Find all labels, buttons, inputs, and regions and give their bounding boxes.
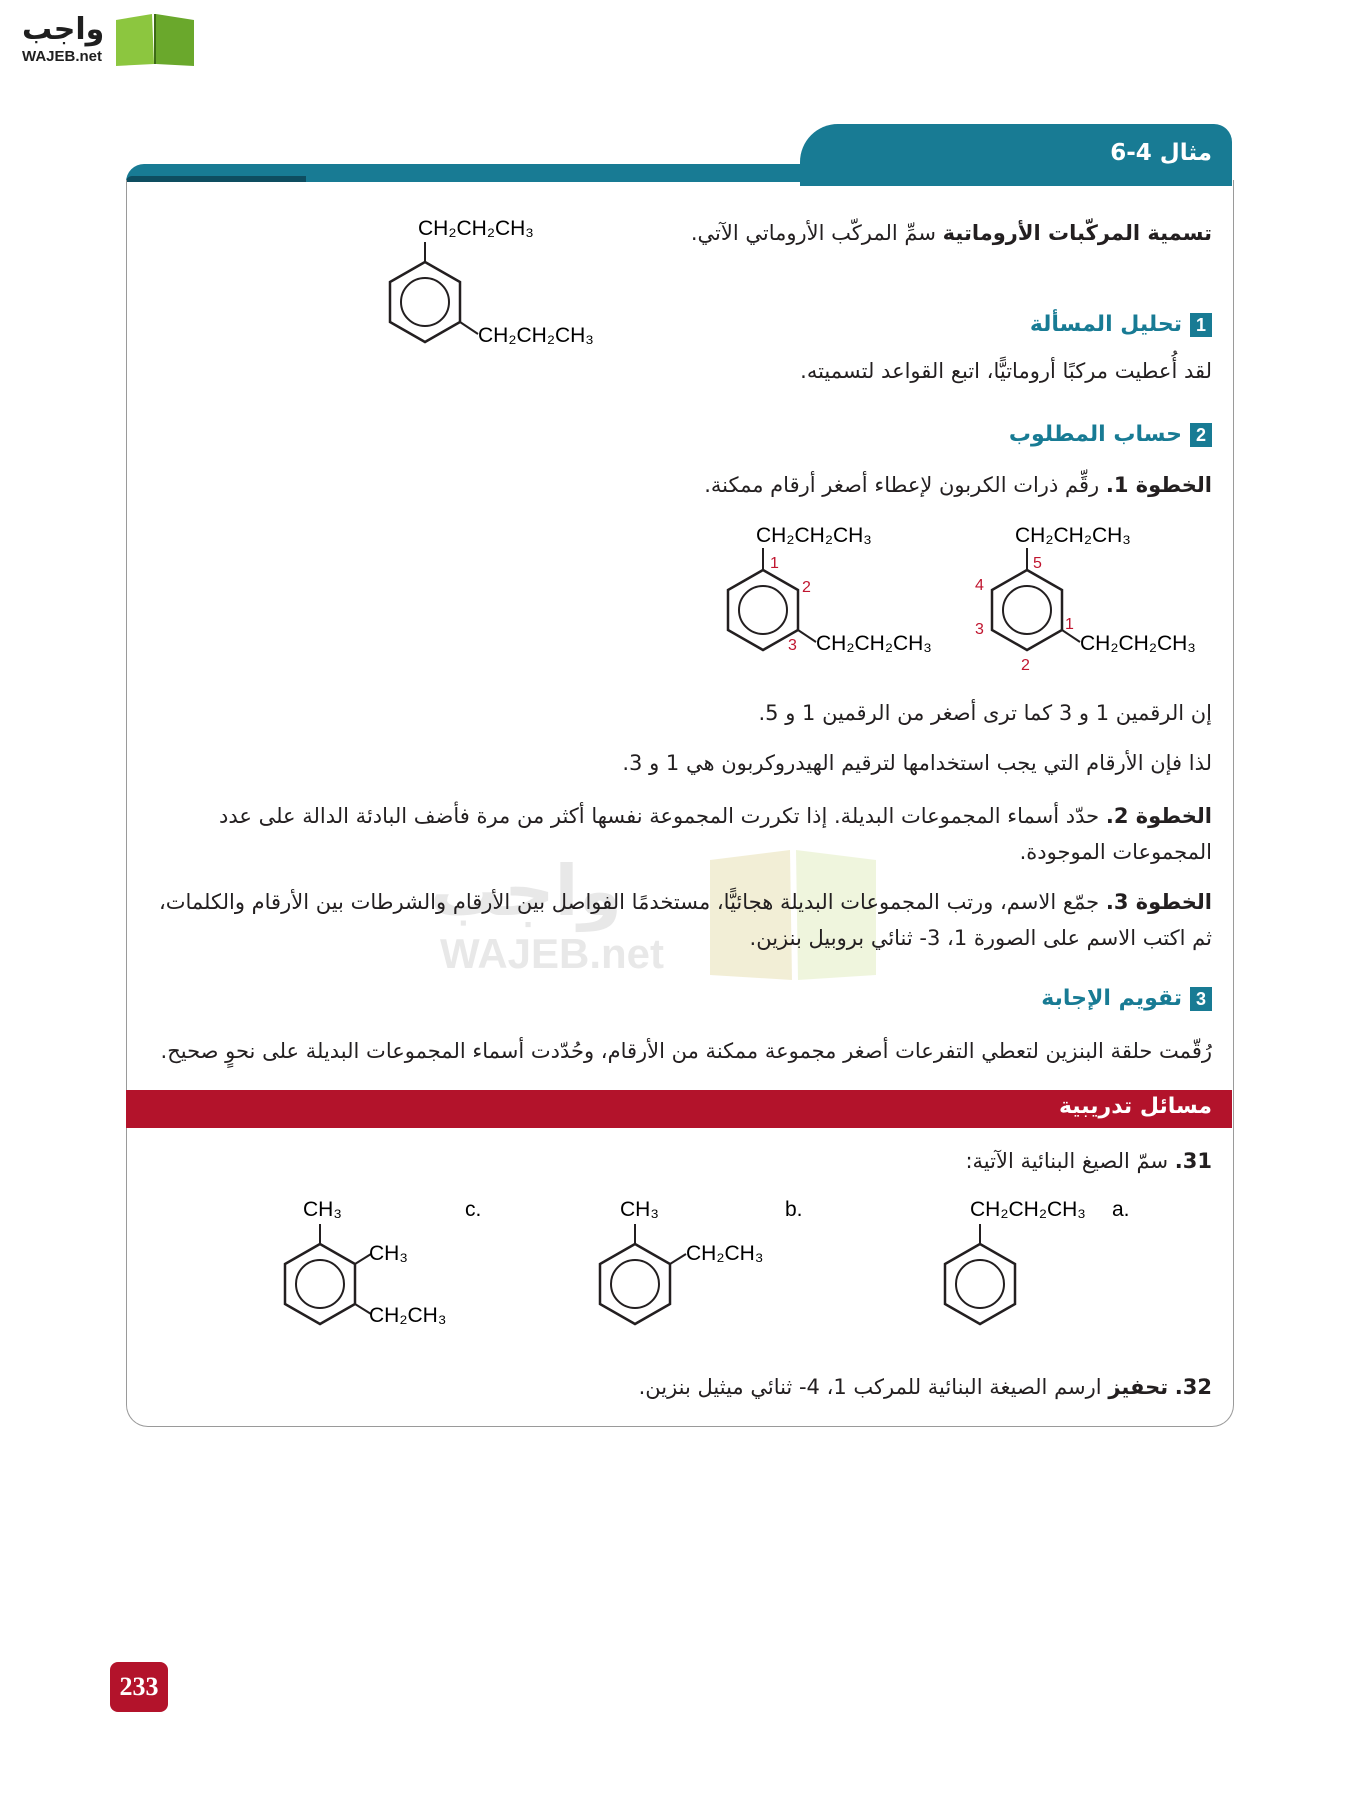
question-32-label: تحفيز (1108, 1375, 1169, 1399)
structure-c-sub3: CH₂CH₃ (369, 1304, 447, 1327)
section-2-title: حساب المطلوب (1008, 422, 1182, 447)
structure-b-sub1: CH₃ (620, 1198, 659, 1221)
structure-a (930, 1186, 1160, 1346)
section-3-heading (1041, 986, 1212, 1011)
compare-line-1: إن الرقمين 1 و 3 كما ترى أصغر من الرقمين 1 و 5. (758, 701, 1212, 725)
example-title: مثال 4-6 (1110, 140, 1212, 166)
question-31-text: سمّ الصيغ البنائية الآتية: (965, 1149, 1169, 1173)
section-1-number: 1 (1190, 313, 1212, 337)
compare-line-2: لذا فإن الأرقام التي يجب استخدامها لترقيم الهيدروكربون هي 1 و 3. (622, 751, 1212, 775)
logo-arabic-text: واجب (22, 12, 105, 47)
section-1-heading (1030, 312, 1212, 337)
practice-title: مسائل تدريبية (1058, 1094, 1212, 1119)
question-31 (612, 1146, 1212, 1176)
section-1-title: تحليل المسألة (1029, 312, 1182, 337)
step-1-line (512, 470, 1212, 500)
wajeb-logo[interactable] (10, 4, 190, 70)
section-3-text: رُقّمت حلقة البنزين لتعطي التفرعات أصغر مجموعة ممكنة من الأرقام، وحُدّدت أسماء المجموعات البديلة على نحوٍ صحيح. (160, 1039, 1212, 1063)
watermark-arabic: واجب (430, 850, 623, 932)
intro-line (652, 218, 1212, 248)
logo-latin-text: WAJEB.net (22, 48, 103, 65)
question-32 (412, 1372, 1212, 1402)
structure-c (265, 1186, 505, 1346)
left-num-2: 2 (802, 579, 811, 596)
main-structure (370, 210, 630, 360)
numbered-structure-right (965, 518, 1215, 678)
structure-b-sub2: CH₂CH₃ (686, 1242, 764, 1265)
section-2-heading (1009, 422, 1212, 447)
structure-a-sub1: CH₂CH₂CH₃ (970, 1198, 1086, 1221)
right-num-3: 3 (975, 621, 984, 638)
section-3-title: تقويم الإجابة (1041, 986, 1182, 1011)
right-sub-right: CH₂CH₂CH₃ (1080, 632, 1196, 655)
step-2-paragraph (142, 798, 1212, 870)
question-31-number: 31. (1174, 1149, 1212, 1173)
structure-b-label: b. (785, 1198, 803, 1221)
numbered-structure-left (720, 518, 960, 668)
step-3-label: الخطوة 3. (1105, 890, 1212, 914)
question-32-number: 32. (1174, 1375, 1212, 1399)
right-num-4: 4 (975, 577, 984, 594)
intro-label: تسمية المركّبات الأروماتية (942, 221, 1212, 245)
intro-text: سمِّ المركّب الأروماتي الآتي. (690, 221, 936, 245)
step-1-text: رقِّم ذرات الكربون لإعطاء أصغر أرقام ممكنة. (704, 473, 1100, 497)
page-number: 233 (110, 1662, 168, 1712)
step-1-label: الخطوة 1. (1105, 473, 1212, 497)
right-num-1: 1 (1065, 616, 1074, 633)
right-num-2: 2 (1021, 657, 1030, 674)
structure-c-sub1: CH₃ (303, 1198, 342, 1221)
section-3-number: 3 (1190, 987, 1212, 1011)
step-2-text: حدّد أسماء المجموعات البديلة. إذا تكررت المجموعة نفسها أكثر من مرة فأضف البادئة الدالة على عدد المجموعات الموجودة. (219, 804, 1212, 864)
main-sub-right: CH₂CH₂CH₃ (478, 324, 594, 347)
step-2-label: الخطوة 2. (1105, 804, 1212, 828)
left-sub-right: CH₂CH₂CH₃ (816, 632, 932, 655)
left-num-1: 1 (770, 555, 779, 572)
structure-c-sub2: CH₃ (369, 1242, 408, 1265)
step-3-text: جمّع الاسم، ورتب المجموعات البديلة هجائيًّا، مستخدمًا الفواصل بين الأرقام والشرطات بين الأرقام والكلمات، ثم اكتب الاسم على الصورة 1، 3- ثنائي بروبيل بنزين. (158, 890, 1212, 950)
step-3-paragraph (142, 884, 1212, 956)
question-32-text: ارسم الصيغة البنائية للمركب 1، 4- ثنائي ميثيل بنزين. (638, 1375, 1102, 1399)
structure-b (580, 1186, 830, 1346)
section-1-text: لقد أُعطيت مركبًا أروماتيًّا، اتبع القواعد لتسميته. (800, 359, 1212, 383)
watermark-latin: WAJEB.net (440, 930, 665, 977)
section-2-number: 2 (1190, 423, 1212, 447)
left-sub-top: CH₂CH₂CH₃ (756, 524, 872, 547)
book-icon (112, 8, 198, 68)
right-sub-top: CH₂CH₂CH₃ (1015, 524, 1131, 547)
structure-c-label: c. (465, 1198, 482, 1221)
structure-a-label: a. (1112, 1198, 1130, 1221)
main-sub-top: CH₂CH₂CH₃ (418, 217, 534, 240)
right-num-5: 5 (1033, 555, 1042, 572)
left-num-3: 3 (788, 637, 797, 654)
